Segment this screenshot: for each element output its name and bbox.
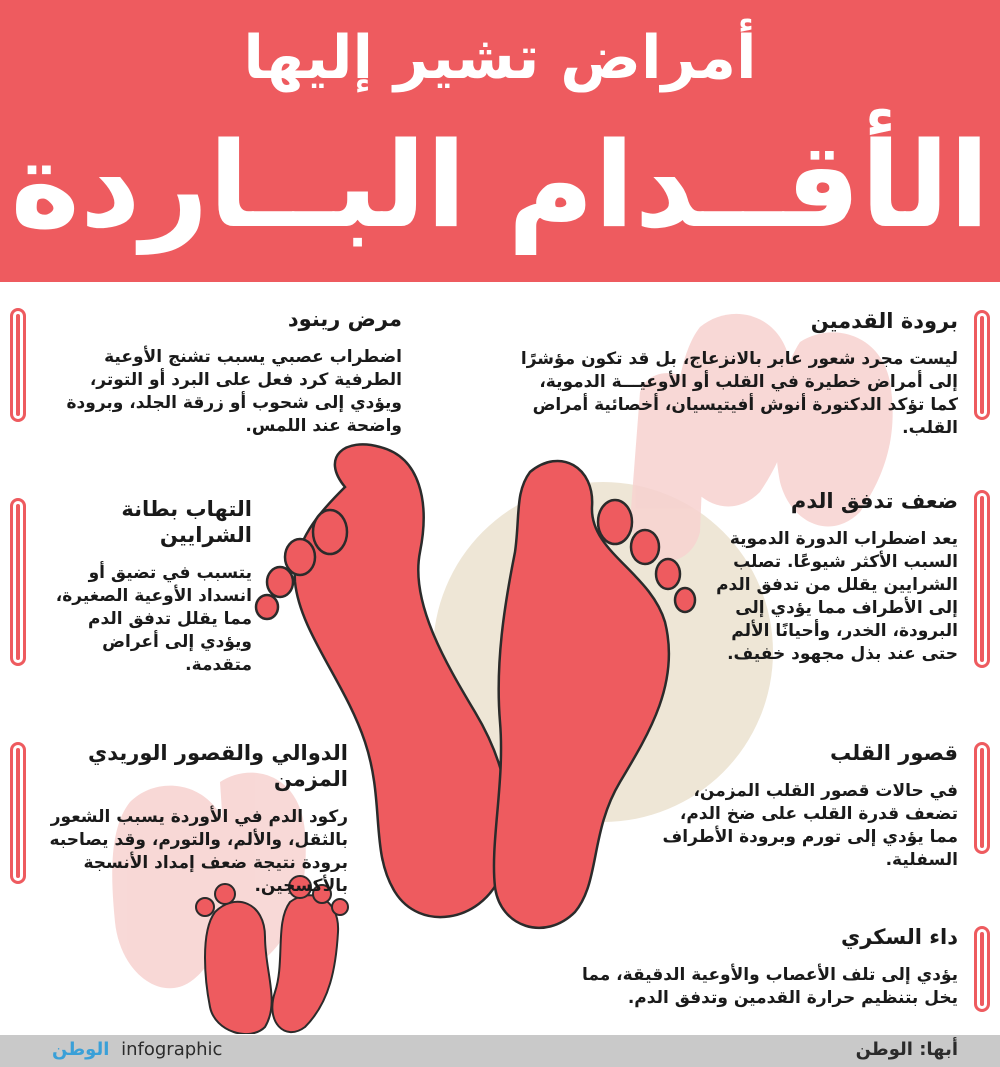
section-title: الدوالي والقصور الوريدي المزمن [87, 741, 348, 791]
section-marker [10, 498, 26, 666]
section-title: مرض رينود [287, 307, 402, 331]
header-banner [0, 0, 1000, 282]
title-line-2: الأقــدام البــاردة [10, 116, 990, 254]
section-diabetes [578, 924, 958, 1010]
footer-brand [52, 1039, 222, 1060]
section-title: قصور القلب [829, 741, 958, 765]
section-body: ركود الدم في الأوردة يسبب الشعور بالثقل، والألم، والتورم، وقد يصاحبه برودة نتيجة ضعف إمداد الأنسجة بالأكسجين. [49, 807, 348, 896]
footer-label: infographic [121, 1039, 223, 1060]
brand-logo: الوطن [52, 1039, 110, 1060]
section-body: ليست مجرد شعور عابر بالانزعاج، بل قد تكون مؤشرًا إلى أمراض خطيرة في القلب أو الأوعيـــة الدموية، كما تؤكد الدكتورة أنوش أفيتيسيان، أخصائية أمراض القلب. [520, 349, 958, 438]
section-cold-feet [518, 308, 958, 440]
section-body: يتسبب في تضيق أو انسداد الأوعية الصغيرة، مما يقلل تدفق الدم ويؤدي إلى أعراض متقدمة. [55, 563, 252, 675]
footer-bar [0, 1035, 1000, 1067]
section-marker [10, 742, 26, 884]
section-title: التهاب بطانة الشرايين [121, 497, 252, 547]
section-body: اضطراب عصبي يسبب تشنج الأوعية الطرفية كرد فعل على البرد أو التوتر، ويؤدي إلى شحوب أو زرقة الجلد، وبرودة واضحة عند اللمس. [66, 347, 402, 436]
section-marker [974, 490, 990, 668]
section-marker [974, 310, 990, 420]
section-body: يؤدي إلى تلف الأعصاب والأوعية الدقيقة، مما يخل بتنظيم حرارة القدمين وتدفق الدم. [581, 965, 958, 1008]
section-body: يعد اضطراب الدورة الدموية السبب الأكثر شيوعًا. تصلب الشرايين يقلل من تدفق الدم إلى الأطراف مما يؤدي إلى البرودة، الخدر، وأحيانًا الألم حتى عند بذل مجهود خفيف. [716, 529, 958, 664]
section-title: برودة القدمين [810, 309, 958, 333]
section-heart-failure [658, 740, 958, 872]
section-marker [974, 926, 990, 1012]
section-raynaud [42, 306, 402, 438]
section-marker [10, 308, 26, 422]
footer-source: أبها: الوطن [855, 1039, 958, 1060]
section-varicose-veins [42, 740, 348, 898]
title-line-1: أمراض تشير إليها [243, 23, 757, 93]
section-weak-blood-flow [708, 488, 958, 666]
section-marker [974, 742, 990, 854]
section-body: في حالات قصور القلب المزمن، تضعف قدرة القلب على ضخ الدم، مما يؤدي إلى تورم وبرودة الأطراف السفلية. [662, 781, 958, 870]
section-endarteritis [42, 496, 252, 677]
section-title: ضعف تدفق الدم [790, 489, 958, 513]
section-title: داء السكري [841, 925, 958, 949]
